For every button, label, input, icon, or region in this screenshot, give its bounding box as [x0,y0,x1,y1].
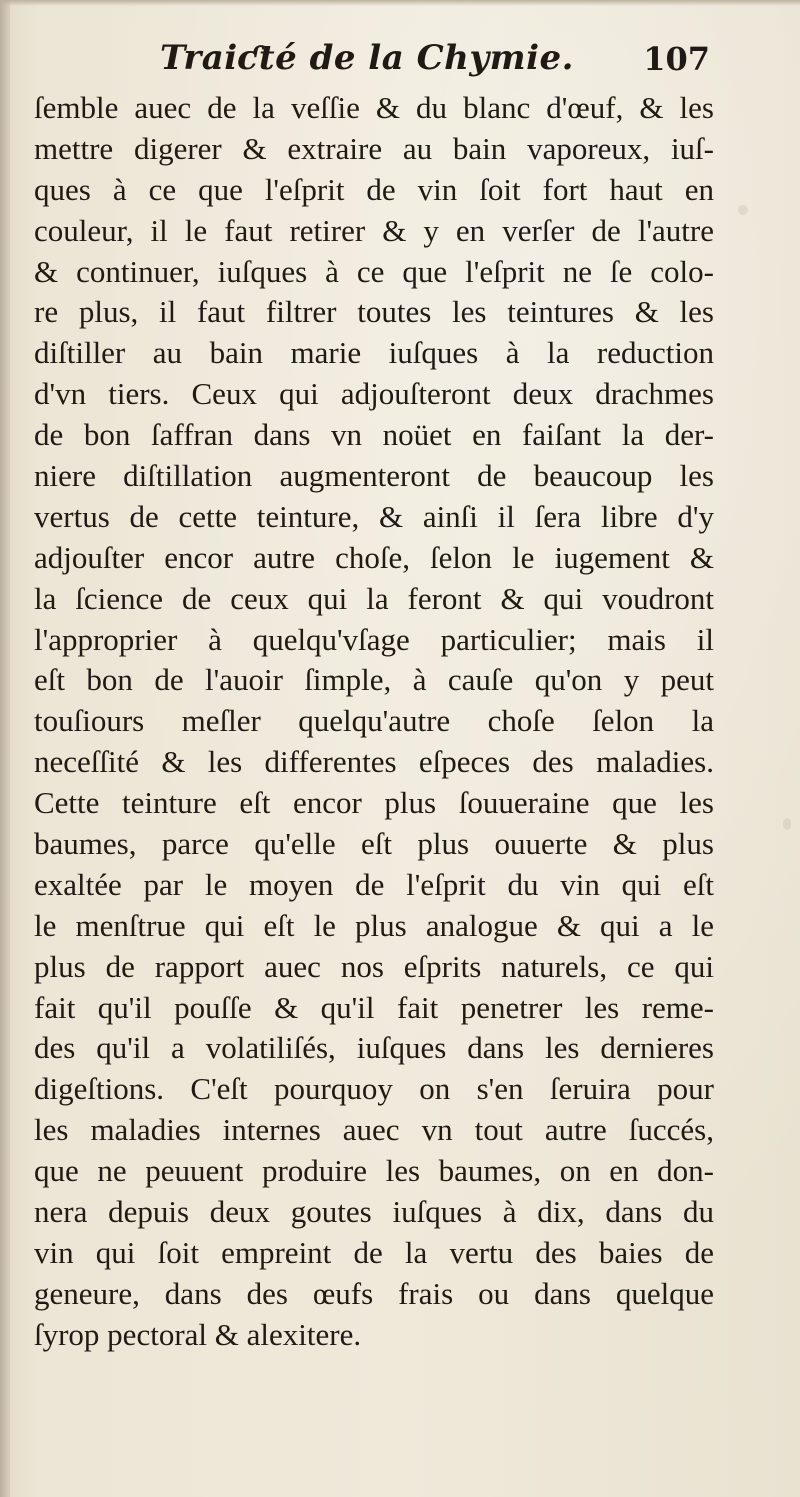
text-line: d'vn tiers. Ceux qui adjouſteront deux drachmes [34,376,714,412]
text-line: le menſtrue qui eſt le plus analogue & qui a le [34,907,714,943]
text-line: couleur, il le faut retirer & y en verſer de l'autre [34,212,714,248]
text-line: les maladies internes auec vn tout autre ſuccés, [34,1112,714,1148]
running-head [150,38,710,88]
text-line: vertus de cette teinture, & ainſi il ſera libre d'y [34,498,714,534]
page-top-edge [0,0,800,6]
text-line: neceſſité & les differentes eſpeces des maladies. [34,744,714,780]
page-number: 107 [643,40,710,78]
text-line: diſtiller au bain marie iuſques à la reduction [34,335,714,371]
text-line: niere diſtillation augmenteront de beaucoup les [34,458,714,494]
text-line: touſiours meſler quelqu'autre choſe ſelon la [34,703,714,739]
paper-stain [738,205,748,215]
text-line: & continuer, iuſques à ce que l'eſprit ne ſe colo- [34,253,714,289]
text-line: mettre digerer & extraire au bain vaporeux, iuſ- [34,130,714,166]
text-line: ques à ce que l'eſprit de vin ſoit fort haut en [34,171,714,207]
text-line: re plus, il faut filtrer toutes les teintures & les [34,294,714,330]
text-line: vin qui ſoit empreint de la vertu des baies de [34,1234,714,1270]
running-title: Traiƈté de la Chymie. [160,38,574,78]
text-line: de bon ſaffran dans vn noüet en faiſant la der- [34,417,714,453]
text-line: plus de rapport auec nos eſprits naturels, ce qui [34,948,714,984]
binding-edge [0,0,10,1497]
text-line: la ſcience de ceux qui la feront & qui voudront [34,580,714,616]
text-line: adjouſter encor autre choſe, ſelon le iugement & [34,539,714,575]
text-line: geneure, dans des œufs frais ou dans quelque [34,1275,714,1311]
text-line: nera depuis deux goutes iuſques à dix, dans du [34,1194,714,1230]
text-line: que ne peuuent produire les baumes, on en don- [34,1153,714,1189]
body-text [34,88,714,1356]
paper-stain [783,818,791,830]
text-line: fait qu'il pouſſe & qu'il fait penetrer les reme- [34,989,714,1025]
text-line: ſemble auec de la veſſie & du blanc d'œuf, & les [34,90,714,125]
text-line: ſyrop pectoral & alexitere. [34,1316,362,1352]
text-line: exaltée par le moyen de l'eſprit du vin qui eſt [34,866,714,902]
text-line: eſt bon de l'auoir ſimple, à cauſe qu'on y peut [34,662,714,698]
text-line: baumes, parce qu'elle eſt plus ouuerte & plus [34,826,714,862]
text-line: l'approprier à quelqu'vſage particulier; mais il [34,621,714,657]
text-line: des qu'il a volatiliſés, iuſques dans les dernieres [34,1030,714,1066]
text-line: Cette teinture eſt encor plus ſouueraine que les [34,785,714,821]
text-line: digeſtions. C'eſt pourquoy on s'en ſeruira pour [34,1071,714,1107]
